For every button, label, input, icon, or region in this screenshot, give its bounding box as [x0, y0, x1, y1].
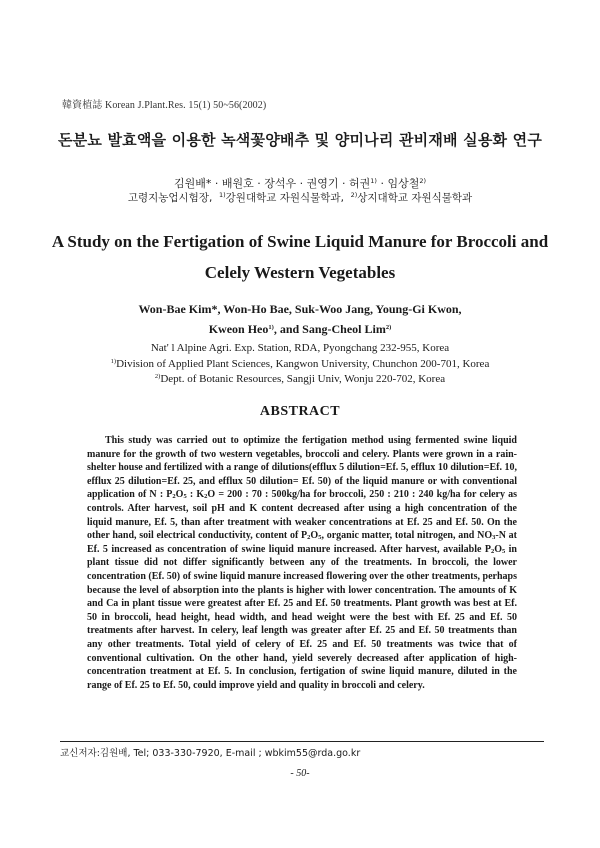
english-authors — [0, 299, 600, 339]
ko-author: 장석우 — [264, 177, 297, 190]
korean-affiliations: 고령지농업시험장, $^{1)}$강원대학교 자원식물학과, $^{2)}$상지대학교 자원식물학과 — [127, 191, 473, 204]
korean-authors: 김원배* · 배원호 · 장석우 · 권영기 · 허권$^{1)}$ · 임상철$^{2)}$ — [173, 177, 427, 190]
page-number: - 50- — [290, 768, 310, 779]
english-authors-line-1: Won-Bae Kim*, Won-Ho Bae, Suk-Woo Jang, Young-Gi Kwon, — [138, 302, 462, 316]
ko-author: 임상철 — [387, 177, 420, 190]
ko-author: 권영기 — [306, 177, 339, 190]
journal-citation: 韓資植誌 Korean J.Plant.Res. 15(1) 50~56(2002) — [62, 100, 267, 111]
affiliation-line: Nat' l Alpine Agri. Exp. Station, RDA, Pyongchang 232-955, Korea — [150, 342, 450, 354]
footnote-divider — [60, 741, 544, 742]
abstract-body: This study was carried out to optimize the fertigation method using fermented swine liquid manure for the growth of two western vegetables, broccoli and celery. Plants were grown in a rain-shelter house and fertilized with a range of dilutions(efflux 5 dilution=Ef. 5, efflux 10 dilution=Ef. 10, efflux 25 dilution=Ef. 25, and efflux 50 dilution= Ef. 50) of the liquid manure or with conventional application of N : $P_2O_5$ : $K_2O = 200$ : 70 : 500kg/ha for broccoli, 250 : 210 : 240 kg/ha for celery as controls. After harvest, soil pH and K content decreased after using a high concentration of the liquid manure, Ef. 5, than after treatment with weaker concentrations at Ef. 25 and Ef. 50. On the other hand, soil electrical conductivity, content of $P_2O_5$, organic matter, total nitrogen, and $NO_3-N$ at Ef. 5 increased as concentration of swine liquid manure increased. After harvest, available $P_2O_5$ in plant tissue did not differ significantly between any of the treatments. In broccoli, the lower concentration (Ef. 50) of swine liquid manure increased flowering over the other treatments, perhaps because the level of absorption into the plants is higher with lower concentration. The amounts of K and Ca in plant tissue were greatest after Ef. 25 and Ef. 50 treatments. Plant growth was best at Ef. 50 in broccoli, head height, head width, and head weight were the best with Ef. 25 and Ef. 50 treatments after harvest. In celery, leaf length was greater after Ef. 25 and Ef. 50 treatments than any other treatments. Total yield of celery of Ef. 25 and Ef. 50 treatments was twice that of conventional cultivation. On the other hand, yield severely decreased after application of high-concentration treatment at Ef. 5. In conclusion, fertigation of swine liquid manure, diluted in the range of Ef. 25 to Ef. 50, could improve yield and quality in broccoli and celery. — [87, 435, 518, 691]
english-authors-line-2: Kweon Heo$^{1)}$, and Sang-Cheol Lim$^{2)}$ — [208, 322, 392, 336]
ko-author: 김원배* — [173, 177, 212, 190]
english-affiliations — [0, 341, 600, 388]
abstract-heading: ABSTRACT — [259, 404, 341, 419]
ko-author: 배원호 — [221, 177, 254, 190]
affiliation-line: $^{1)}$Division of Applied Plant Sciences, Kangwon University, Chunchon 200-701, Korea — [110, 357, 490, 370]
korean-title: 돈분뇨 발효액을 이용한 녹색꽃양배추 및 양미나리 관비재배 실용화 연구 — [57, 131, 543, 149]
english-title: A Study on the Fertigation of Swine Liquid Manure for Broccoli and Celely Western Vegetables — [51, 232, 549, 282]
ko-author: 허권 — [349, 177, 371, 190]
affiliation-line: $^{2)}$Dept. of Botanic Resources, Sangji Univ, Wonju 220-702, Korea — [154, 373, 446, 385]
corresponding-author-footnote: 교신저자:김원배, Tel; 033-330-7920, E-mail ; wbkim55@rda.go.kr — [60, 748, 361, 759]
